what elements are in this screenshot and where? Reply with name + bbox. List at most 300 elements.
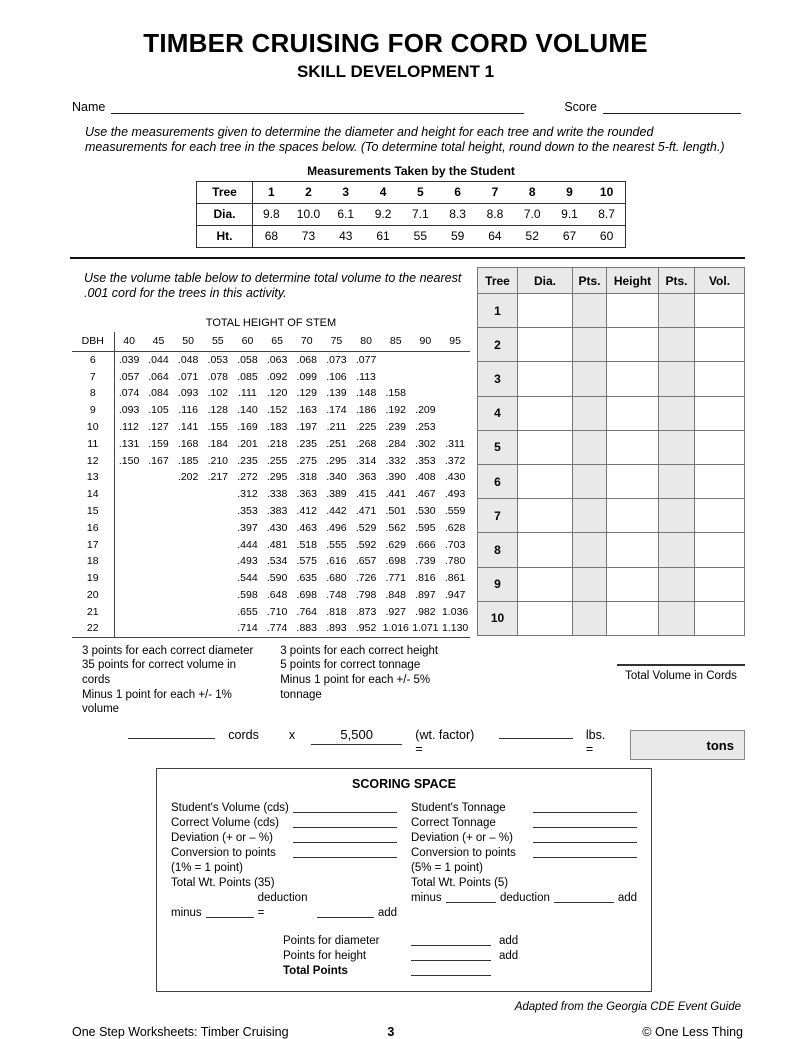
answer-column-header: Height (607, 268, 659, 294)
volume-value: .218 (266, 437, 288, 450)
name-score-row (72, 100, 741, 114)
volume-value: .332 (385, 454, 406, 467)
tree-number-header: 8 (528, 185, 536, 199)
volume-value: .158 (385, 387, 406, 400)
volume-value: .253 (415, 421, 436, 434)
volume-value: .703 (444, 538, 466, 551)
volume-value (144, 570, 174, 587)
volume-value: .063 (266, 354, 288, 367)
volume-value: .235 (296, 437, 317, 450)
volume-value: .057 (118, 370, 140, 383)
volume-value: .209 (415, 404, 436, 417)
dbh-value: 11 (72, 435, 114, 452)
answer-row (478, 294, 745, 328)
volume-value: .074 (118, 387, 140, 400)
volume-value: .211 (326, 421, 347, 434)
scoring-row (411, 861, 637, 876)
height-header: 55 (203, 332, 233, 352)
volume-value: .272 (237, 471, 258, 484)
answer-blank-cell (573, 430, 607, 464)
volume-value: .481 (266, 538, 288, 551)
volume-value: .710 (266, 605, 288, 618)
scoring-right-column (411, 801, 637, 921)
scoring-blank-line (533, 831, 637, 843)
height-header: 95 (440, 332, 470, 352)
volume-value: .496 (326, 521, 347, 534)
volume-value: .068 (296, 354, 317, 367)
scoring-item-label: Student's Tonnage (411, 802, 506, 815)
volume-value: .442 (326, 505, 347, 518)
dbh-value: 10 (72, 419, 114, 436)
scoring-item-label: Correct Volume (cds) (171, 817, 280, 830)
points-total-row (283, 949, 637, 964)
scoring-row (171, 861, 397, 876)
answer-blank-cell (607, 601, 659, 635)
points-note: 35 points for correct volume in cords (82, 659, 237, 686)
volume-value: .408 (415, 471, 436, 484)
points-note: Minus 1 point for each +/- 1% volume (82, 688, 232, 716)
measurement-value: 7.0 (514, 203, 551, 225)
volume-row (72, 503, 470, 520)
scoring-row (411, 876, 637, 891)
scoring-blank-line (293, 846, 397, 858)
volume-value: .430 (444, 471, 466, 484)
tree-number-header: 5 (416, 185, 424, 199)
tree-number-header: 2 (305, 185, 312, 199)
answer-blank-cell (659, 533, 695, 567)
volume-value: .861 (444, 572, 466, 585)
volume-value: .529 (355, 521, 377, 534)
volume-value: .493 (237, 555, 258, 568)
volume-value: .092 (266, 370, 288, 383)
volume-value: .184 (207, 437, 229, 450)
volume-value: .116 (178, 404, 198, 417)
answer-table (477, 267, 745, 636)
volume-value: .192 (385, 404, 406, 417)
scoring-item-label: Total Wt. Points (5) (411, 877, 509, 890)
volume-value (440, 368, 470, 385)
volume-value (144, 587, 174, 604)
answer-blank-cell (659, 601, 695, 635)
volume-value (144, 536, 174, 553)
volume-value (173, 620, 203, 637)
volume-value (173, 553, 203, 570)
answer-blank-cell (659, 464, 695, 498)
volume-value: .390 (385, 471, 406, 484)
height-header: 50 (173, 332, 203, 352)
name-blank-line (111, 101, 524, 114)
answer-blank-cell (607, 396, 659, 430)
dbh-value: 16 (72, 519, 114, 536)
volume-value (144, 503, 174, 520)
volume-value: .077 (355, 354, 377, 367)
cords-label: cords (228, 728, 259, 743)
scoring-item-label: Conversion to points (411, 847, 516, 860)
volume-value: .873 (355, 605, 377, 618)
height-header: 80 (351, 332, 381, 352)
volume-value: .152 (266, 404, 288, 417)
volume-value (144, 620, 174, 637)
volume-table-title: TOTAL HEIGHT OF STEM (205, 316, 337, 329)
points-item-label: Points for height (283, 950, 367, 963)
answer-blank-cell (695, 294, 745, 328)
total-volume-blank-line (617, 664, 745, 666)
volume-value: .441 (385, 488, 406, 501)
measurement-value: 61 (364, 225, 401, 247)
scoring-row (171, 846, 397, 861)
scoring-row (411, 846, 637, 861)
tree-number-header: 1 (268, 185, 275, 199)
measurement-value: 73 (290, 225, 327, 247)
answer-tree-number: 4 (478, 396, 518, 430)
volume-value (440, 419, 470, 436)
volume-value: .493 (444, 488, 466, 501)
volume-value: .167 (148, 454, 169, 467)
volume-row (72, 385, 470, 402)
volume-value: .714 (233, 620, 263, 637)
volume-value: .555 (326, 538, 347, 551)
measurement-value: 52 (514, 225, 551, 247)
answer-blank-cell (573, 601, 607, 635)
volume-value: .163 (296, 404, 317, 417)
volume-value: .430 (266, 521, 288, 534)
volume-value: .363 (355, 471, 377, 484)
volume-value (203, 587, 233, 604)
volume-value (173, 503, 203, 520)
volume-value: .225 (355, 421, 377, 434)
volume-row (72, 519, 470, 536)
volume-value: .648 (266, 589, 288, 602)
volume-value: 1.036 (441, 605, 469, 618)
scoring-blank-line (293, 801, 397, 813)
answer-tree-number: 7 (478, 499, 518, 533)
volume-value: .064 (148, 370, 169, 383)
volume-value: .295 (266, 471, 288, 484)
answer-blank-cell (695, 533, 745, 567)
volume-value: .217 (207, 471, 229, 484)
measurements-table-title: Measurements Taken by the Student (307, 163, 515, 178)
weight-factor-label: (wt. factor) = (415, 728, 475, 757)
answer-blank-cell (607, 499, 659, 533)
answer-row (478, 362, 745, 396)
volume-table (72, 332, 470, 638)
dbh-value: 13 (72, 469, 114, 486)
volume-value: .635 (296, 572, 317, 585)
volume-value: .201 (237, 437, 258, 450)
measurement-value: 9.1 (551, 203, 588, 225)
cords-blank-line (128, 727, 215, 739)
answer-tree-number: 8 (478, 533, 518, 567)
height-header: 40 (114, 332, 144, 352)
volume-row (72, 570, 470, 587)
instructions-text: Use the measurements given to determine the diameter and height for each tree and write the rounded measurements for each tree in the spaces below. (To determine total height, round down to the nearest 5-ft. length.) (85, 125, 725, 155)
measurements-section (196, 164, 626, 248)
points-notes-left (82, 644, 267, 718)
volume-value: .412 (296, 505, 317, 518)
add-label: add (377, 907, 397, 920)
answer-blank-cell (659, 328, 695, 362)
answer-tree-number: 6 (478, 464, 518, 498)
answer-row (478, 567, 745, 601)
volume-value: .780 (444, 555, 466, 568)
dbh-value: 21 (72, 603, 114, 620)
scoring-item-label: Student's Volume (cds) (171, 802, 289, 815)
measurement-row (197, 203, 626, 225)
answer-blank-cell (573, 464, 607, 498)
volume-value: .893 (322, 620, 352, 637)
volume-value: .530 (415, 505, 436, 518)
measurement-value: 9.2 (364, 203, 401, 225)
scoring-blank-line (293, 831, 397, 843)
deduction-blank-line (446, 891, 496, 903)
answer-blank-cell (518, 294, 573, 328)
volume-value: .311 (445, 437, 465, 450)
answer-header-row (478, 268, 745, 294)
scoring-minus-row (171, 891, 397, 921)
volume-value: .726 (355, 572, 377, 585)
answer-blank-cell (607, 533, 659, 567)
volume-value: .444 (237, 538, 258, 551)
dbh-value: 14 (72, 486, 114, 503)
answer-blank-cell (573, 567, 607, 601)
measurement-value: 55 (402, 225, 439, 247)
volume-value: .129 (296, 387, 317, 400)
volume-value (203, 603, 233, 620)
volume-value: .302 (415, 437, 436, 450)
volume-column (72, 267, 472, 717)
answer-blank-cell (518, 464, 573, 498)
scoring-blank-line (533, 801, 637, 813)
volume-value: .295 (326, 454, 347, 467)
dbh-value: 9 (72, 402, 114, 419)
measurement-value: 60 (588, 225, 625, 247)
volume-value: .202 (177, 471, 199, 484)
measurement-value: 67 (551, 225, 588, 247)
measurement-value: 59 (439, 225, 476, 247)
answer-blank-cell (518, 499, 573, 533)
volume-value: .169 (237, 421, 258, 434)
page-number: 3 (387, 1025, 395, 1039)
answer-blank-cell (695, 430, 745, 464)
volume-value: .383 (266, 505, 288, 518)
volume-value: .764 (296, 605, 317, 618)
weight-factor-value: 5,500 (311, 727, 402, 745)
measurements-table (196, 181, 626, 248)
volume-value: .897 (415, 589, 436, 602)
volume-value: 1.071 (411, 620, 441, 637)
dbh-value: 12 (72, 452, 114, 469)
volume-value: .078 (207, 370, 229, 383)
volume-value: .106 (326, 370, 347, 383)
volume-value: .616 (326, 555, 347, 568)
answer-column-header: Tree (478, 268, 518, 294)
volume-value: .148 (355, 387, 377, 400)
volume-value: .255 (266, 454, 288, 467)
score-blank-line (603, 101, 741, 114)
volume-value (173, 486, 203, 503)
volume-value: .534 (266, 555, 288, 568)
volume-value: .947 (444, 589, 466, 602)
volume-value: .159 (148, 437, 169, 450)
answer-blank-cell (518, 430, 573, 464)
answer-blank-cell (573, 499, 607, 533)
volume-value: .314 (355, 454, 377, 467)
answer-blank-cell (695, 499, 745, 533)
volume-value: .085 (237, 370, 258, 383)
answer-tree-number: 3 (478, 362, 518, 396)
points-note: 5 points for correct tonnage (280, 659, 421, 672)
answer-row (478, 328, 745, 362)
answer-tree-number: 10 (478, 601, 518, 635)
volume-instructions: Use the volume table below to determine total volume to the nearest .001 cord for the trees in this activity. (84, 271, 462, 301)
volume-value: .340 (326, 471, 347, 484)
volume-value: .544 (237, 572, 258, 585)
answer-blank-cell (695, 396, 745, 430)
minus-label: minus (171, 907, 202, 920)
volume-value: .927 (385, 605, 406, 618)
scoring-blank-line (293, 816, 397, 828)
volume-value: .818 (326, 605, 347, 618)
page-title: TIMBER CRUISING FOR CORD VOLUME (143, 28, 648, 58)
dbh-header: DBH (72, 332, 114, 352)
answer-blank-cell (518, 328, 573, 362)
volume-row (72, 368, 470, 385)
volume-value (144, 553, 174, 570)
volume-value (144, 519, 174, 536)
volume-value (114, 519, 144, 536)
volume-value: .318 (296, 471, 317, 484)
tree-number-header: 10 (599, 185, 614, 199)
scoring-row (411, 831, 637, 846)
volume-value: .093 (177, 387, 199, 400)
volume-row (72, 536, 470, 553)
tons-label: tons (706, 737, 734, 753)
add-label: add (617, 892, 637, 905)
volume-value: .372 (444, 454, 466, 467)
answer-blank-cell (659, 396, 695, 430)
volume-value: .363 (296, 488, 317, 501)
scoring-row (411, 801, 637, 816)
answer-blank-cell (659, 430, 695, 464)
answer-blank-cell (695, 328, 745, 362)
volume-value: .275 (296, 454, 317, 467)
volume-value: .883 (292, 620, 322, 637)
volume-value (203, 553, 233, 570)
dbh-value: 19 (72, 570, 114, 587)
section-divider (70, 257, 745, 260)
volume-value: .268 (355, 437, 377, 450)
answer-row (478, 601, 745, 635)
volume-value: .284 (385, 437, 406, 450)
volume-value (203, 519, 233, 536)
dbh-value: 7 (72, 368, 114, 385)
volume-value (114, 536, 144, 553)
measurement-value: 8.7 (588, 203, 625, 225)
volume-value (173, 587, 203, 604)
volume-value (381, 352, 411, 369)
answer-blank-cell (695, 362, 745, 396)
volume-value: .174 (326, 404, 347, 417)
volume-value (114, 603, 144, 620)
volume-value: .168 (177, 437, 199, 450)
credit-text: Adapted from the Georgia CDE Event Guide (514, 1001, 741, 1014)
volume-value (144, 486, 174, 503)
scoring-item-label: Correct Tonnage (411, 817, 496, 830)
volume-value: .680 (326, 572, 347, 585)
volume-value (144, 603, 174, 620)
points-item-label: Total Points (283, 965, 348, 978)
height-header: 65 (262, 332, 292, 352)
dbh-value: 18 (72, 553, 114, 570)
points-total-row (283, 934, 637, 949)
scoring-item-label: Total Wt. Points (35) (171, 877, 275, 890)
volume-value: .739 (415, 555, 436, 568)
scoring-row (171, 801, 397, 816)
volume-value: .798 (355, 589, 377, 602)
volume-value: .397 (237, 521, 258, 534)
volume-value (114, 469, 144, 486)
measurements-header-row (197, 181, 626, 203)
volume-value: .105 (148, 404, 169, 417)
name-label: Name (72, 100, 106, 114)
points-blank-line (411, 949, 491, 961)
measurement-value: 43 (327, 225, 364, 247)
answer-blank-cell (695, 567, 745, 601)
volume-value (114, 553, 144, 570)
tree-number-header: 9 (566, 185, 573, 199)
volume-value (381, 368, 411, 385)
answer-tree-number: 9 (478, 567, 518, 601)
volume-value: .666 (415, 538, 436, 551)
scoring-item-label: Deviation (+ or – %) (171, 832, 273, 845)
volume-value: .197 (296, 421, 317, 434)
volume-value (440, 402, 470, 419)
scoring-item-label: (1% = 1 point) (171, 862, 243, 875)
answer-column-header: Vol. (695, 268, 745, 294)
height-header: 85 (381, 332, 411, 352)
tons-box (630, 730, 745, 760)
answer-blank-cell (659, 567, 695, 601)
volume-value: .771 (385, 572, 406, 585)
volume-value: .141 (177, 421, 199, 434)
scoring-space-title: SCORING SPACE (352, 777, 456, 792)
volume-value: .044 (148, 354, 169, 367)
volume-value: .185 (177, 454, 199, 467)
volume-row (72, 587, 470, 604)
measurement-value: 64 (476, 225, 513, 247)
answer-blank-cell (573, 396, 607, 430)
volume-value: .128 (207, 404, 229, 417)
answer-blank-cell (659, 362, 695, 396)
measurement-value: 68 (253, 225, 290, 247)
volume-value: .629 (385, 538, 406, 551)
scoring-totals (283, 934, 637, 979)
volume-value: .816 (415, 572, 436, 585)
scoring-blank-line (533, 846, 637, 858)
volume-value (114, 486, 144, 503)
lbs-blank-line (499, 727, 573, 739)
volume-value: .952 (351, 620, 381, 637)
volume-row (72, 419, 470, 436)
volume-value: .353 (237, 505, 258, 518)
volume-value: 1.016 (381, 620, 411, 637)
volume-value (440, 385, 470, 402)
volume-value: .111 (238, 387, 257, 400)
answer-blank-cell (607, 567, 659, 601)
volume-value: .073 (326, 354, 347, 367)
page-subtitle: SKILL DEVELOPMENT 1 (296, 62, 495, 81)
volume-value: .698 (385, 555, 406, 568)
